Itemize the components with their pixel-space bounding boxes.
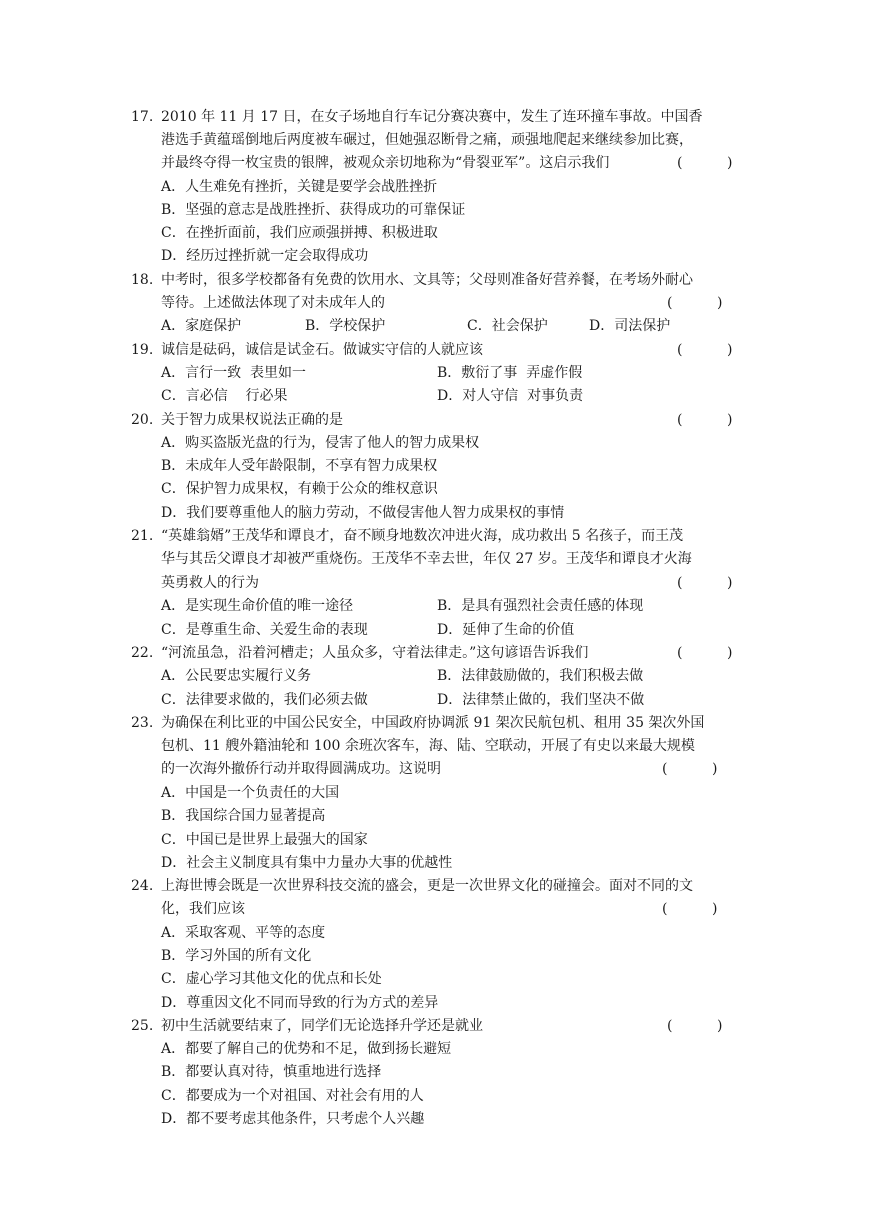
question-stem: 2010 年 11 月 17 日，在女子场地自行车记分赛决赛中，发生了连环撞车事故。中国香 bbox=[161, 109, 703, 125]
question-stem: 港选手黄蕴瑶倒地后两度被车碾过，但她强忍断骨之痛，顽强地爬起来继续参加比赛， bbox=[161, 132, 693, 148]
option-c: C．言必信 行必果 bbox=[161, 388, 288, 404]
question-stem: 初中生活就要结束了，同学们无论选择升学还是就业 bbox=[161, 1018, 483, 1034]
answer-bracket: ( ) bbox=[667, 295, 723, 311]
answer-bracket: ( ) bbox=[677, 155, 733, 171]
question-number: 22. bbox=[131, 645, 154, 661]
question-stem: 诚信是砝码，诚信是试金石。做诚实守信的人就应该 bbox=[161, 342, 483, 358]
option-d: D．都不要考虑其他条件，只考虑个人兴趣 bbox=[161, 1111, 425, 1127]
option-c: C．中国已是世界上最强大的国家 bbox=[161, 832, 368, 848]
option-a: A．言行一致 表里如一 bbox=[161, 365, 307, 381]
option-a: A．采取客观、平等的态度 bbox=[161, 925, 326, 941]
answer-bracket: ( ) bbox=[677, 575, 733, 591]
option-d: D．延伸了生命的价值 bbox=[437, 622, 575, 638]
question-number: 24. bbox=[131, 878, 154, 894]
option-d: D．法律禁止做的，我们坚决不做 bbox=[437, 692, 645, 708]
answer-bracket: ( ) bbox=[667, 1018, 723, 1034]
option-c: C．法律要求做的，我们必须去做 bbox=[161, 692, 368, 708]
option-a: A．公民要忠实履行义务 bbox=[161, 668, 312, 684]
question-number: 20. bbox=[131, 412, 154, 428]
option-d: D．尊重因文化不同而导致的行为方式的差异 bbox=[161, 995, 439, 1011]
answer-bracket: ( ) bbox=[662, 761, 718, 777]
option-b: B．我国综合国力显著提高 bbox=[161, 808, 326, 824]
option-b: B．学习外国的所有文化 bbox=[161, 948, 312, 964]
option-c: C．在挫折面前，我们应顽强拼搏、积极进取 bbox=[161, 225, 438, 241]
question-stem: 英勇救人的行为 bbox=[161, 575, 259, 591]
question-stem: 关于智力成果权说法正确的是 bbox=[161, 412, 343, 428]
question-stem: 并最终夺得一枚宝贵的银牌，被观众亲切地称为“骨裂亚军”。这启示我们 bbox=[161, 155, 610, 171]
option-c: C．保护智力成果权，有赖于公众的维权意识 bbox=[161, 481, 438, 497]
answer-bracket: ( ) bbox=[677, 645, 733, 661]
option-a: A．是实现生命价值的唯一途径 bbox=[161, 598, 354, 614]
option-d: D．司法保护 bbox=[589, 318, 671, 334]
option-b: B．未成年人受年龄限制，不享有智力成果权 bbox=[161, 458, 438, 474]
option-a: A．家庭保护 bbox=[161, 318, 242, 334]
option-c: C．是尊重生命、关爱生命的表现 bbox=[161, 622, 368, 638]
option-a: A．购买盗版光盘的行为，侵害了他人的智力成果权 bbox=[161, 435, 480, 451]
option-b: B．学校保护 bbox=[305, 318, 386, 334]
question-number: 18. bbox=[131, 272, 154, 288]
option-b: B．坚强的意志是战胜挫折、获得成功的可靠保证 bbox=[161, 202, 466, 218]
option-d: D．我们要尊重他人的脑力劳动，不做侵害他人智力成果权的事情 bbox=[161, 505, 565, 521]
answer-bracket: ( ) bbox=[662, 901, 718, 917]
question-stem: “河流虽急，沿着河槽走；人虽众多，守着法律走。”这句谚语告诉我们 bbox=[161, 645, 589, 661]
option-d: D．社会主义制度具有集中力量办大事的优越性 bbox=[161, 855, 453, 871]
option-b: B．敷衍了事 弄虚作假 bbox=[437, 365, 583, 381]
question-stem: 上海世博会既是一次世界科技交流的盛会，更是一次世界文化的碰撞会。面对不同的文 bbox=[161, 878, 693, 894]
question-stem: 的一次海外撤侨行动并取得圆满成功。这说明 bbox=[161, 761, 441, 777]
answer-bracket: ( ) bbox=[677, 342, 733, 358]
option-d: D．经历过挫折就一定会取得成功 bbox=[161, 248, 369, 264]
question-stem: 为确保在利比亚的中国公民安全，中国政府协调派 91 架次民航包机、租用 35 架次外国 bbox=[161, 715, 705, 731]
question-number: 17. bbox=[131, 109, 154, 125]
option-a: A．中国是一个负责任的大国 bbox=[161, 785, 340, 801]
option-b: B．都要认真对待，慎重地进行选择 bbox=[161, 1064, 382, 1080]
option-c: C．都要成为一个对祖国、对社会有用的人 bbox=[161, 1088, 424, 1104]
question-number: 19. bbox=[131, 342, 154, 358]
question-stem: 包机、11 艘外籍油轮和 100 余班次客车，海、陆、空联动，开展了有史以来最大规模 bbox=[161, 738, 695, 754]
option-b: B．是具有强烈社会责任感的体现 bbox=[437, 598, 644, 614]
question-stem: 中考时，很多学校都备有免费的饮用水、文具等；父母则准备好营养餐，在考场外耐心 bbox=[161, 272, 693, 288]
question-number: 23. bbox=[131, 715, 154, 731]
question-stem: 华与其岳父谭良才却被严重烧伤。王茂华不幸去世，年仅 27 岁。王茂华和谭良才火海 bbox=[161, 551, 692, 567]
option-b: B．法律鼓励做的，我们积极去做 bbox=[437, 668, 644, 684]
option-d: D．对人守信 对事负责 bbox=[437, 388, 584, 404]
option-c: C．虚心学习其他文化的优点和长处 bbox=[161, 971, 382, 987]
option-c: C．社会保护 bbox=[467, 318, 548, 334]
question-number: 21. bbox=[131, 528, 154, 544]
option-a: A．人生难免有挫折，关键是要学会战胜挫折 bbox=[161, 179, 438, 195]
question-number: 25. bbox=[131, 1018, 154, 1034]
option-a: A．都要了解自己的优势和不足，做到扬长避短 bbox=[161, 1041, 452, 1057]
answer-bracket: ( ) bbox=[677, 412, 733, 428]
question-stem: 等待。上述做法体现了对未成年人的 bbox=[161, 295, 385, 311]
question-stem: “英雄翁婿”王茂华和谭良才，奋不顾身地数次冲进火海，成功救出 5 名孩子，而王茂 bbox=[161, 528, 684, 544]
question-stem: 化，我们应该 bbox=[161, 901, 245, 917]
